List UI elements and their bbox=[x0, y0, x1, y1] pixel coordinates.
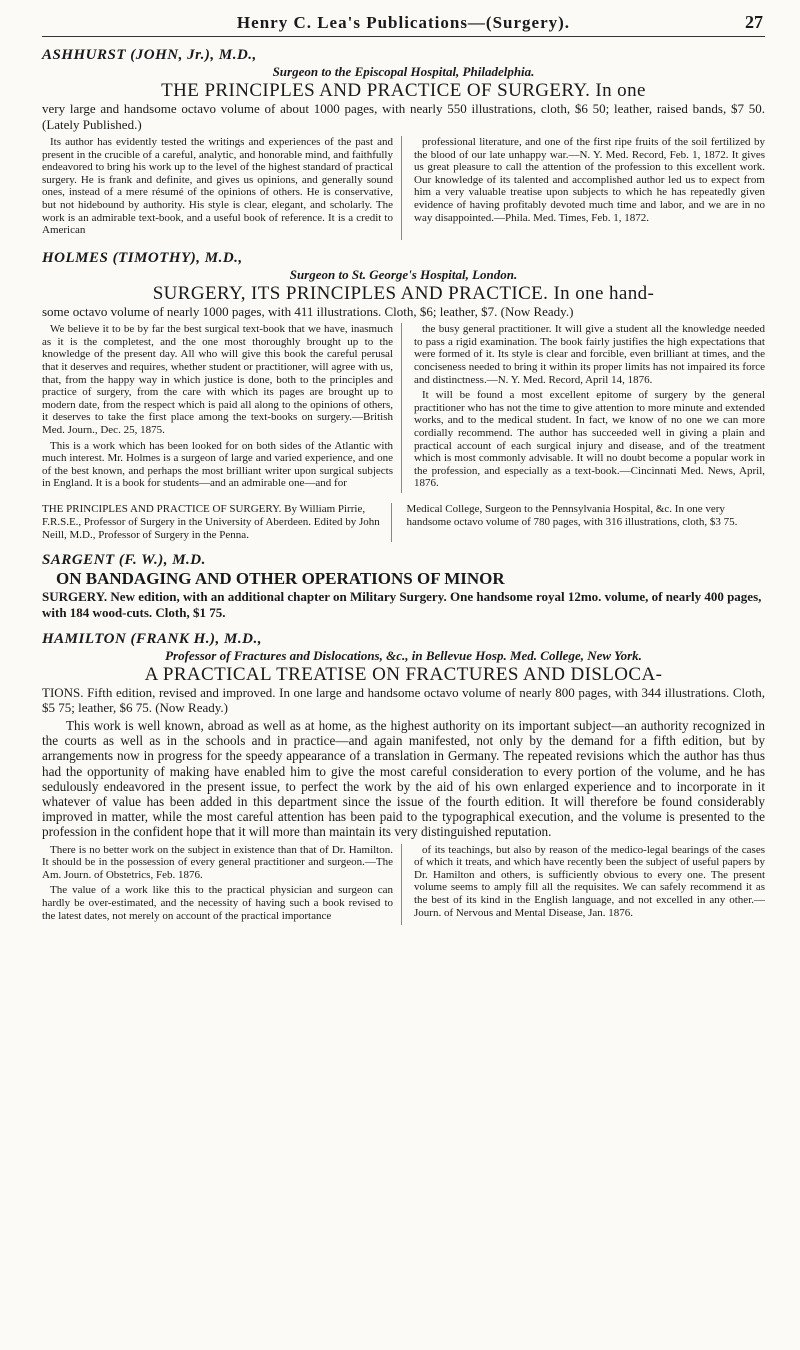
review-columns bbox=[42, 844, 765, 926]
book-title: SURGERY, ITS PRINCIPLES AND PRACTICE. In one hand- bbox=[152, 282, 655, 304]
running-header bbox=[42, 10, 765, 37]
author-affiliation: Surgeon to St. George's Hospital, London. bbox=[289, 266, 518, 282]
author-name: HOLMES (TIMOTHY), M.D., bbox=[42, 249, 243, 266]
book-description: very large and handsome octavo volume of about 1000 pages, with nearly 550 illustrations, cloth, $6 50; leather, raised bands, $7 50. (Lately Published.) bbox=[42, 101, 765, 132]
book-description: TIONS. Fifth edition, revised and improved. In one large and handsome octavo volume of nearly 800 pages, with 344 illustrations. Cloth, $5 75; leather, $6 75. (Now Ready.) bbox=[42, 684, 765, 716]
page-number: 27 bbox=[745, 12, 763, 32]
review-text: This is a work which has been looked for on both sides of the Atlantic with much interest. Mr. Holmes is a surgeon of large and varied experience, and one of the best known, and perhaps the most brilliant writer upon surgical subjects in England. It is a book for students—and an admirable one—and for bbox=[42, 439, 393, 490]
review-column-left bbox=[42, 323, 402, 493]
review-text: We believe it to be by far the best surgical text-book that we have, inasmuch as it is the completest, and the one most thoroughly brought up to the knowledge of the present day. All who will give this book the careful perusal that it deserves and requires, whether student or practitioner, will agree with us, that, from the happy way in which justice is done, both to the principles and practice of surgery, from the care with which its pages are brought up to modern date, from the respect which is paid all along to the opinions of others, it deserves to take the first place among the text-books on surgery.—British Med. Journ., Dec. 25, 1875. bbox=[42, 323, 393, 436]
entry-hamilton bbox=[42, 631, 765, 925]
review-text: The value of a work like this to the practical physician and surgeon can hardly be over-estimated, and the necessity of having such a book revised to the latest dates, not merely on account of the practical importance bbox=[42, 884, 393, 922]
book-summary: This work is well known, abroad as well as at home, as the highest authority on its important subject—an authority recognized in the courts as well as in the schools and in practice—and again manifested, not only by the demand for a fifth edition, but by arrangements now in progress for the speedy appearance of a translation in Germany. The repeated revisions which the author has thus had the opportunity of making have enabled him to give the most careful consideration to every portion of the volume, and he has sedulously endeavored in the present issue, to perfect the work by the aid of his own enlarged experience and to incorporate in it whatever of value has been added in this department since the issue of the fourth edition. It will therefore be found considerably improved in matter, while the most careful attention has been paid to the typographical execution, and the volume is presented to the profession in the confident hope that it will more than maintain its very distinguished reputation. bbox=[42, 717, 765, 840]
review-column-right bbox=[414, 323, 765, 493]
review-column-right bbox=[414, 844, 765, 926]
pirrie-text-left: THE PRINCIPLES AND PRACTICE OF SURGERY. By William Pirrie, F.R.S.E., Professor of Surgery in the University of Aberdeen. Edited by John Neill, M.D., Professor of Surgery in the Penna. bbox=[42, 503, 392, 542]
review-text: There is no better work on the subject in existence than that of Dr. Hamilton. It should be in the possession of every general practitioner and surgeon.—The Am. Journ. of Obstetrics, Feb. 1876. bbox=[42, 843, 393, 881]
book-title: A PRACTICAL TREATISE ON FRACTURES AND DISLOCA- bbox=[144, 663, 663, 685]
entry-sargent bbox=[42, 552, 765, 621]
review-columns bbox=[42, 136, 765, 240]
book-title: THE PRINCIPLES AND PRACTICE OF SURGERY. In one bbox=[161, 80, 646, 101]
review-text: the busy general practitioner. It will give a student all the knowledge needed to pass a rigid examination. The book fairly justifies the high expectations that were formed of it. Its style is clear and forcible, even brilliant at times, and the conciseness needed to bring it within its proper limits has not impaired its force and distinctness.—N. Y. Med. Record, April 14, 1876. bbox=[414, 323, 765, 386]
review-columns bbox=[42, 323, 765, 493]
book-description: some octavo volume of nearly 1000 pages, with 411 illustrations. Cloth, $6; leather, $7. (Now Ready.) bbox=[42, 303, 574, 319]
review-text: of its teachings, but also by reason of the medico-legal bearings of the cases of which it treats, and which have recently been the subject of useful papers by Dr. Hamilton and others, is sufficiently obvious to every one. The present volume seems to amply fill all the requisites. We can safely recommend it as the best of its kind in the English language, and not excelled in any other.—Journ. of Nervous and Mental Disease, Jan. 1876. bbox=[414, 843, 765, 919]
review-column-left bbox=[42, 136, 402, 240]
review-text: It will be found a most excellent epitome of surgery by the general practitioner who has not the time to give attention to more minute and extended works, and to the medical student. In fact, we know of no one we can more cordially recommend. The author has succeeded well in giving a plain and practical account of each surgical injury and disease, and of the treatment which is most commonly advisable. It will no doubt become a popular work in the profession, and especially as a text-book.—Cincinnati Med. News, April, 1876. bbox=[414, 389, 765, 490]
review-text: Its author has evidently tested the writings and experiences of the past and present in the crucible of a careful, analytic, and honorable mind, and faithfully endeavored to bring his work up to the level of the highest standard of practical surgery. He is frank and definite, and gives us opinions, and generally sound ones, instead of a mere résumé of the opinions of others. He is conservative, but not hidebound by authority. His style is clear, elegant, and scholarly. The work is an admirable text-book, and a useful book of reference. It is a credit to American bbox=[42, 136, 393, 237]
entry-ashhurst bbox=[42, 47, 765, 240]
running-title: Henry C. Lea's Publications—(Surgery). bbox=[236, 13, 571, 32]
book-title: ON BANDAGING AND OTHER OPERATIONS OF MINOR bbox=[56, 568, 505, 588]
review-text: professional literature, and one of the first ripe fruits of the soil fertilized by the blood of our late unhappy war.—N. Y. Med. Record, Feb. 1, 1872. It gives us great pleasure to call the attention of the profession to this excellent work. Our knowledge of its talented and accomplished author led us to expect from him a very valuable treatise upon subjects to which he has repeatedly given evidence of having profitably devoted much time and labor, and we are in no way disappointed.—Phila. Med. Times, Feb. 1, 1872. bbox=[414, 136, 765, 224]
book-description: SURGERY. New edition, with an additional chapter on Military Surgery. One handsome royal 12mo. volume, of nearly 400 pages, with 184 wood-cuts. Cloth, $1 75. bbox=[42, 588, 762, 620]
author-affiliation: Surgeon to the Episcopal Hospital, Philadelphia. bbox=[272, 64, 535, 79]
entry-holmes bbox=[42, 250, 765, 493]
author-name: ASHHURST (JOHN, Jr.), M.D., bbox=[42, 47, 257, 63]
review-column-right bbox=[414, 136, 765, 240]
author-affiliation: Professor of Fractures and Dislocations, &c., in Bellevue Hosp. Med. College, New York. bbox=[165, 647, 642, 663]
author-name: HAMILTON (FRANK H.), M.D., bbox=[42, 630, 262, 647]
pirrie-text-right: Medical College, Surgeon to the Pennsylvania Hospital, &c. In one very handsome octavo volume of 780 pages, with 316 illustrations, cloth, $3 75. bbox=[406, 502, 738, 528]
author-name: SARGENT (F. W.), M.D. bbox=[42, 551, 206, 568]
entry-pirrie bbox=[42, 503, 765, 542]
review-column-left bbox=[42, 844, 402, 926]
